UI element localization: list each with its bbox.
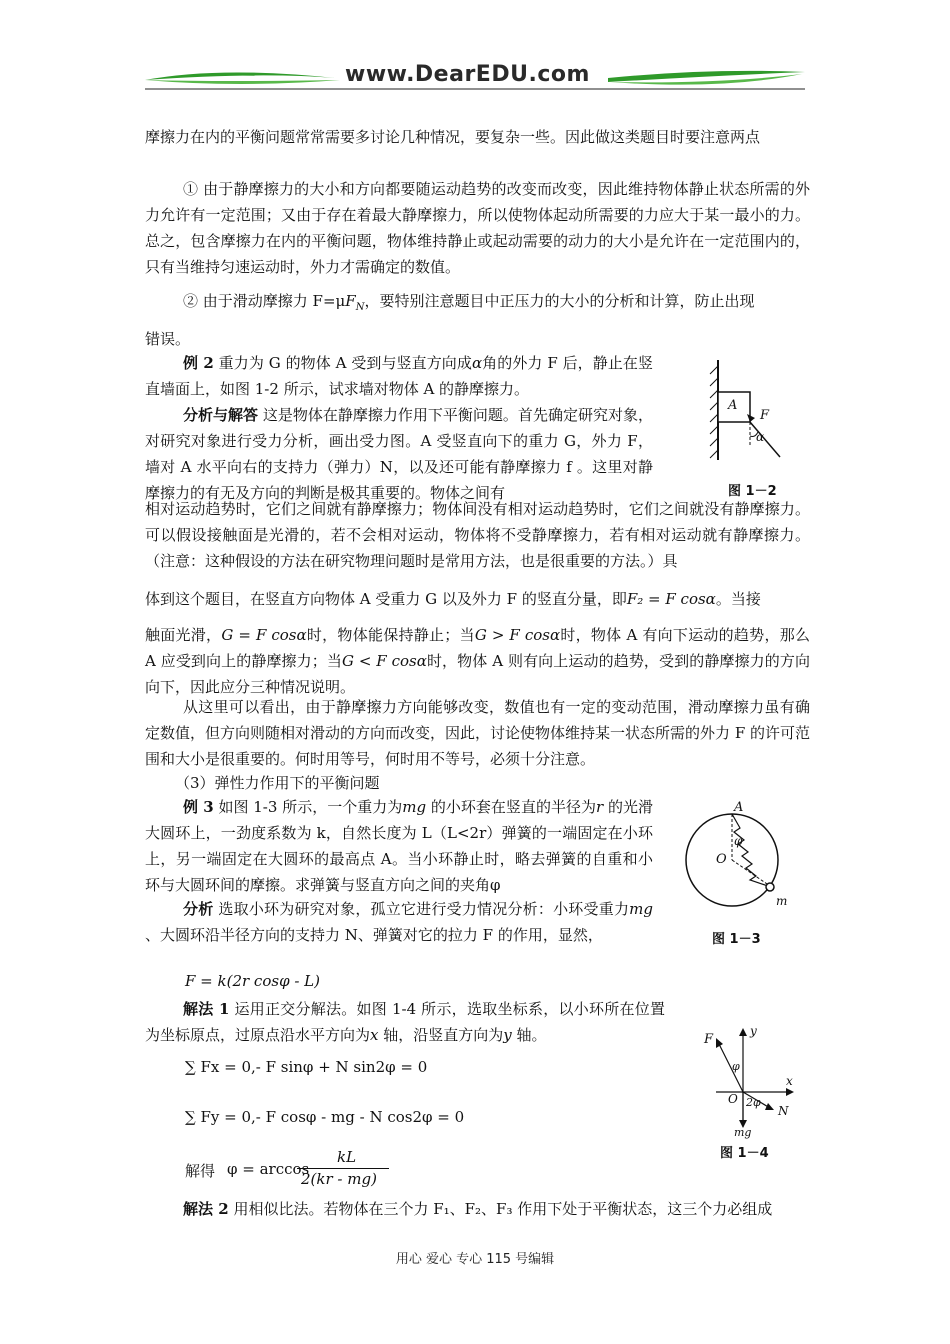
formula-sum-fx: ∑ Fx = 0,- F sinφ + N sin2φ = 0 xyxy=(185,1058,428,1076)
figure-1-4-caption: 图 1－4 xyxy=(720,1146,769,1161)
smooth-text-4: 时，物体 A 则有向上运动的趋势，受到的静摩擦力的方向向下，因此应分三种情况说明。 xyxy=(145,652,810,696)
formula-f2: F₂ = F cosα xyxy=(626,590,716,608)
figure-1-4-label-f: F xyxy=(704,1032,714,1047)
example-2 xyxy=(145,350,653,402)
solution-2-text: 用相似比法。若物体在三个力 F₁、F₂、F₃ 作用下处于平衡状态，这三个力必组成 xyxy=(228,1200,773,1218)
example-3-text-a: 如图 1-3 所示，一个重力为 xyxy=(213,798,403,816)
analysis-2-label: 分析与解答 xyxy=(183,406,259,424)
figure-1-4-label-phi: φ xyxy=(732,1060,740,1073)
analysis-3-label: 分析 xyxy=(183,900,214,918)
analysis-3 xyxy=(145,896,653,948)
figure-1-3-label-a: A xyxy=(734,800,744,815)
example-3-r: r xyxy=(596,798,604,816)
point-2-text-a: ② 由于滑动摩擦力 F=μ xyxy=(183,292,346,310)
figure-1-2-label-alpha: α xyxy=(756,430,765,444)
solution-2 xyxy=(145,1196,810,1222)
formula-fn-sub: N xyxy=(355,302,365,313)
example-3-text-b: 的小环套在竖直的半径为 xyxy=(426,798,596,816)
figure-1-3-caption: 图 1－3 xyxy=(712,932,761,947)
paragraph-intro: 摩擦力在内的平衡问题常常需要多讨论几种情况，要复杂一些。因此做这类题目时要注意两点 xyxy=(145,128,761,146)
figure-1-2-caption: 图 1－2 xyxy=(728,484,777,499)
solution-1-label: 解法 1 xyxy=(183,1000,230,1018)
formula-g-gt: G > F cosα xyxy=(474,626,561,644)
page-footer: 用心 爱心 专心 115 号编辑 xyxy=(395,1252,555,1267)
formula-g-eq: G = F cosα xyxy=(221,626,307,644)
example-2-alpha: α xyxy=(471,354,483,372)
figure-1-3-label-o: O xyxy=(716,852,727,867)
figure-1-2-label-a: A xyxy=(728,398,738,413)
formula-sum-fy: ∑ Fy = 0,- F cosφ - mg - N cos2φ = 0 xyxy=(185,1108,465,1126)
solution-1-text-b: 轴，沿竖直方向为 xyxy=(378,1026,504,1044)
paragraph-range: 从这里可以看出，由于静摩擦力方向能够改变，数值也有一定的变动范围，滑动摩擦力虽有确定数值，但方向则随相对滑动的方向而改变，因此，讨论使物体维持某一状态所需的外力 F 的许可范围和大小是很重要的。何时用等号，何时用不等号，必须十分注意。 xyxy=(145,698,810,768)
figure-1-4-label-o: O xyxy=(728,1092,738,1106)
formula-phi-den: 2(kr - mg) xyxy=(301,1170,377,1188)
vertical-text-end: 。当接 xyxy=(715,590,761,608)
example-3 xyxy=(145,794,653,898)
vertical-text: 体到这个题目，在竖直方向物体 A 受重力 G 以及外力 F 的竖直分量，即 xyxy=(145,590,627,608)
formula-phi-num: kL xyxy=(337,1148,357,1166)
formula-g-lt: G < F cosα xyxy=(342,652,427,670)
formula-fn: F xyxy=(345,292,356,310)
solution-1-y: y xyxy=(503,1026,512,1044)
site-logo-text: www.DearEDU.com xyxy=(345,62,590,87)
analysis-2 xyxy=(145,402,653,506)
figure-1-4-label-mg: mg xyxy=(734,1126,752,1139)
analysis-2-text: 这是物体在静摩擦力作用下平衡问题。首先确定研究对象，对研究对象进行受力分析，画出受力图。A 受竖直向下的重力 G，外力 F，墙对 A 水平向右的支持力（弹力）N，以及还可能有静摩擦力 f 。这里对静摩擦力的有无及方向的判断是极其重要的。物体之间有 xyxy=(145,406,653,502)
figure-1-4-label-y: y xyxy=(750,1024,757,1038)
figure-1-2-label-f: F xyxy=(760,408,770,423)
example-3-label: 例 3 xyxy=(183,798,214,816)
figure-1-2-diagram xyxy=(700,352,810,472)
solution-1-x: x xyxy=(370,1026,379,1044)
paragraph-point-1: ① 由于静摩擦力的大小和方向都要随运动趋势的改变而改变，因此维持物体静止状态所需的外力允许有一定范围；又由于存在着最大静摩擦力，所以使物体起动所需要的力应大于某一最小的力。总之，包含摩擦力在内的平衡问题，物体维持静止或起动需要的动力的大小是允许在一定范围内的，只有当维持匀速运动时，外力才需确定的数值。 xyxy=(145,180,810,276)
figure-1-2 xyxy=(700,352,810,502)
solution-2-label: 解法 2 xyxy=(183,1200,229,1218)
fraction-bar xyxy=(297,1168,389,1169)
figure-1-4-label-2phi: 2φ xyxy=(746,1096,761,1109)
figure-1-4-label-x: x xyxy=(786,1074,793,1088)
paragraph-point-2 xyxy=(145,288,810,321)
paragraph-smooth xyxy=(145,622,810,700)
example-2-text-a: 重力为 G 的物体 A 受到与竖直方向成 xyxy=(213,354,472,372)
figure-1-3 xyxy=(680,800,800,950)
example-3-mg: mg xyxy=(402,798,427,816)
formula-phi-lhs: φ = arccos xyxy=(227,1160,310,1178)
smooth-text-2: 时，物体能保持静止；当 xyxy=(306,626,475,644)
smooth-text-1: 触面光滑， xyxy=(145,626,222,644)
solve-line xyxy=(185,1148,445,1192)
paragraph-vertical xyxy=(145,586,810,612)
solution-1-text-a: 运用正交分解法。如图 1-4 所示，选取坐标系，以小环所在位置为坐标原点，过原点沿水平方向为 xyxy=(145,1000,665,1044)
figure-1-4-label-n: N xyxy=(778,1104,789,1118)
smooth-text-3: 时，物体 A 有向下运动的趋势，那么 A 应受到向上的静摩擦力；当 xyxy=(145,626,810,670)
example-2-text-b: 角的外力 F 后，静止在竖直墙面上，如图 1-2 所示，试求墙对物体 A 的静摩擦力。 xyxy=(145,354,653,398)
solution-1 xyxy=(145,996,665,1048)
figure-1-4 xyxy=(698,1022,808,1162)
example-2-label: 例 2 xyxy=(183,354,214,372)
figure-1-3-label-phi: φ xyxy=(734,834,743,848)
formula-spring: F = k(2r cosφ - L) xyxy=(185,972,320,990)
analysis-3-text-b: 、大圆环沿半径方向的支持力 N、弹簧对它的拉力 F 的作用，显然， xyxy=(145,926,603,944)
analysis-3-mg: mg xyxy=(629,900,653,918)
figure-1-3-label-m: m xyxy=(776,894,788,908)
point-2-text-b: ，要特别注意题目中正压力的大小的分析和计算，防止出现 xyxy=(364,292,755,310)
header-banner xyxy=(140,58,810,98)
paragraph-point-2-cont: 错误。 xyxy=(145,330,191,348)
analysis-3-text-a: 选取小环为研究对象，孤立它进行受力情况分析：小环受重力 xyxy=(213,900,630,918)
solution-1-text-c: 轴。 xyxy=(511,1026,547,1044)
section-3-heading: （3）弹性力作用下的平衡问题 xyxy=(175,774,380,792)
solve-word: 解得 xyxy=(185,1162,216,1180)
analysis-2-continued: 相对运动趋势时，它们之间就有静摩擦力；物体间没有相对运动趋势时，它们之间就没有静摩擦力。可以假设接触面是光滑的，若不会相对运动，物体将不受静摩擦力，若有相对运动就有静摩擦力。（注意：这种假设的方法在研究物理问题时是常用方法，也是很重要的方法。）具 xyxy=(145,500,810,570)
example-3-text-c: 的光滑大圆环上，一劲度系数为 k，自然长度为 L（L<2r）弹簧的一端固定在小环上，另一端固定在大圆环的最高点 A。当小环静止时，略去弹簧的自重和小环与大圆环间的摩擦。求弹簧与竖直方向之间的夹角φ xyxy=(145,798,653,894)
